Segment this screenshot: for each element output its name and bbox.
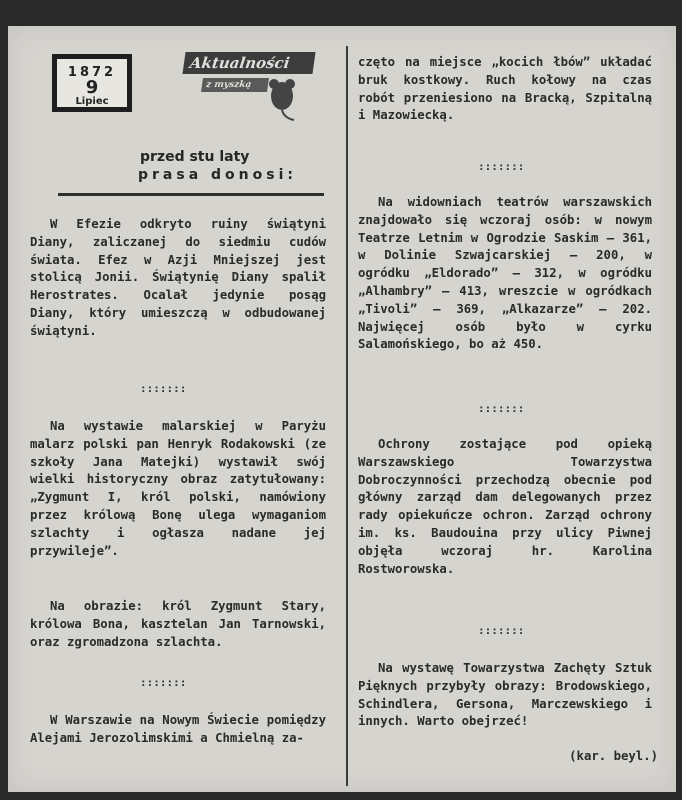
date-year: 1872 xyxy=(67,65,117,80)
header-line-1: przed stu laty xyxy=(140,149,250,165)
article-efez: W Efezie odkryto ruiny świątyni Diany, zaliczanej do siedmiu cudów świata. Efez w Azji Mniejszej jest stolicą Jonii. Świątynię Diany spalił Herostrates. Ocalał jedynie posąg Diany, który umieszczą w odbudowanej świątyni. xyxy=(30,217,326,338)
column-logo xyxy=(180,48,318,120)
article-rodakowski: Na wystawie malarskiej w Paryżu malarz polski pan Henryk Rodakowski (ze szkoły Jana Matejki) wystawił swój wielki historyczny obraz zatytułowany: „Zygmunt I, król polski, namówiony przez królową Bonę ulega wymaganiom szlachty i ogłasza nadane jej przywileje”. xyxy=(30,419,326,558)
separator: ::::::: xyxy=(478,160,525,173)
article-ochrony: Ochrony zostające pod opieką Warszawskiego Towarzystwa Dobroczynności przechodzą obecnie pod główny zarząd dam delegowanych przez rady opiekuńcze ochron. Zarząd ochrony im. ks. Baudouina przy ulicy Piwnej objęła wczoraj hr. Karolina Rostworowska. xyxy=(358,437,652,576)
separator: ::::::: xyxy=(478,402,525,415)
author-signature: (kar. beyl.) xyxy=(569,749,658,763)
newspaper-clipping xyxy=(8,26,676,792)
section-header xyxy=(138,148,322,184)
separator: ::::::: xyxy=(140,676,187,689)
article-obraz: Na obrazie: król Zygmunt Stary, królowa Bona, kasztelan Jan Tarnowski, oraz zgromadzona szlachta. xyxy=(30,599,326,649)
article-wystawa: Na wystawę Towarzystwa Zachęty Sztuk Pięknych przybyły obrazy: Brodowskiego, Schindlera, Gersona, Marczewskiego i innych. Warto obejrzeć! xyxy=(358,661,652,729)
header-rule xyxy=(58,193,324,196)
date-day: 9 xyxy=(85,77,99,98)
header-line-2: prasa donosi: xyxy=(138,167,297,183)
article-teatry: Na widowniach teatrów warszawskich znajdowało się wczoraj osób: w nowym Teatrze Letnim w Ogrodzie Saskim — 361, w Dolinie Szwajcarskiej — 200, w ogródku „Eldorado” — 312, w ogródku „Alhambry” — 413, wreszcie w ogródkach „Tivoli” — 369, „Alkazarze” — 202. Najwięcej osób było w cyrku Salamońskiego, bo aż 450. xyxy=(358,195,652,352)
date-month: Lipiec xyxy=(75,96,109,107)
separator: ::::::: xyxy=(478,624,525,637)
separator: ::::::: xyxy=(140,382,187,395)
article-warszawa: W Warszawie na Nowym Świecie pomiędzy Alejami Jerozolimskimi a Chmielną za- xyxy=(30,713,326,745)
logo-subtitle: z myszką xyxy=(205,80,252,90)
column-divider xyxy=(346,46,348,786)
mouse-icon xyxy=(264,74,304,122)
logo-title: Aktualności xyxy=(188,54,291,72)
date-box xyxy=(52,54,132,112)
article-bruk: częto na miejsce „kocich łbów” układać bruk kostkowy. Ruch kołowy na czas robót przeniesiono na Bracką, Szpitalną i Mazowiecką. xyxy=(358,55,652,123)
